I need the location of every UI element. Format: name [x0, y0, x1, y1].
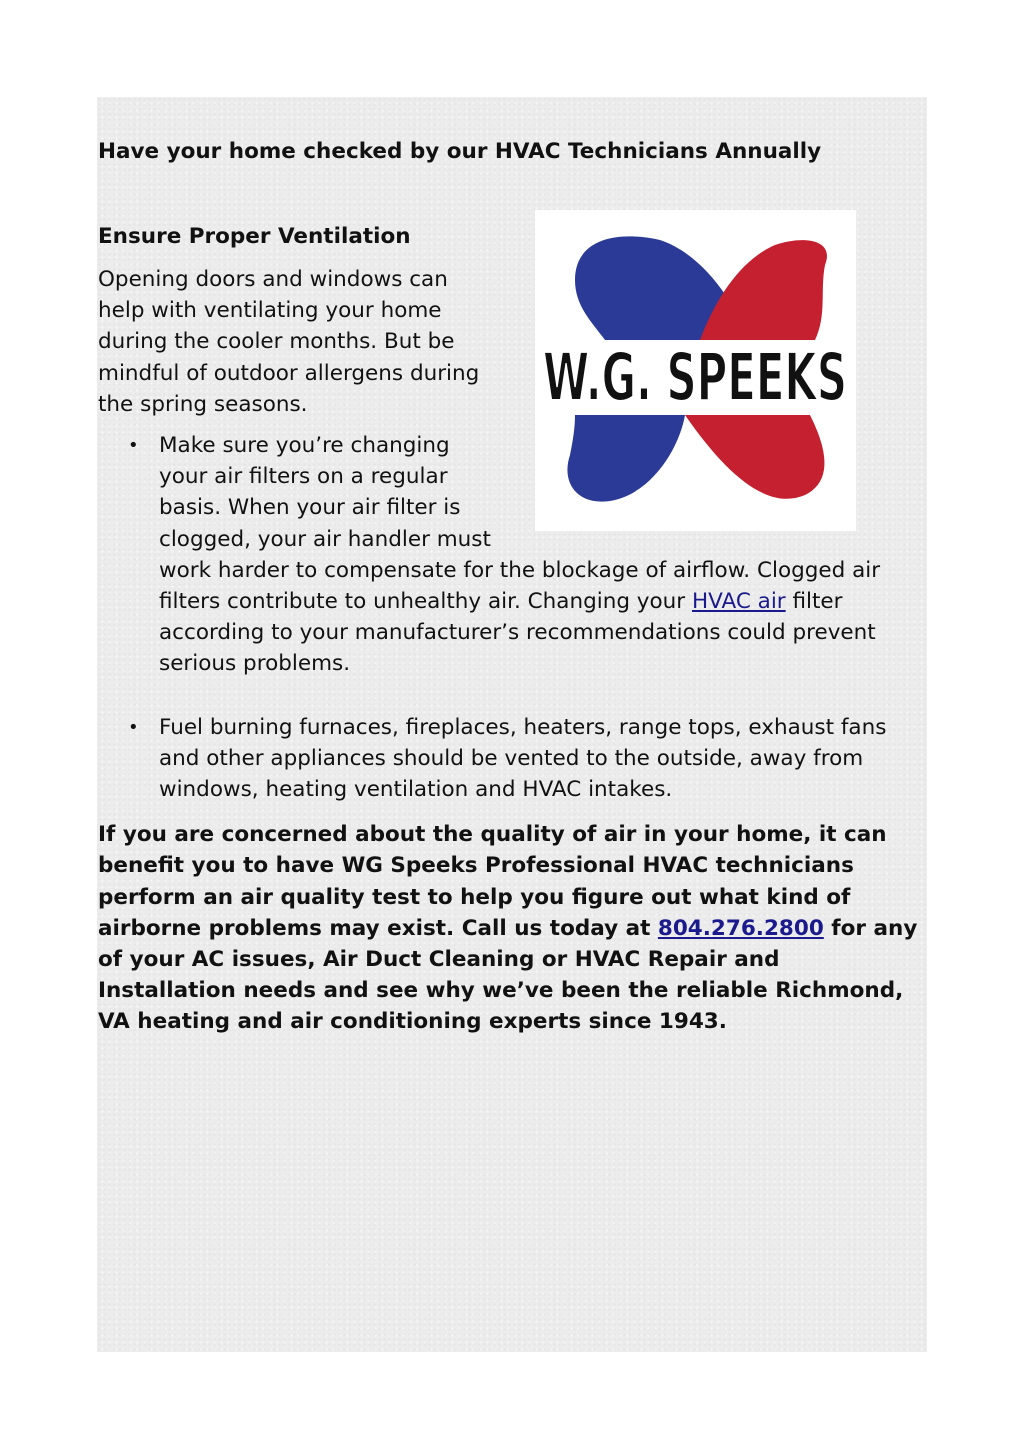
hvac-air-link[interactable]: HVAC air: [691, 589, 786, 615]
page-title: Have your home checked by our HVAC Technicians Annually: [98, 139, 822, 164]
tips-list: [98, 430, 920, 805]
article-body: [98, 222, 920, 1038]
phone-link[interactable]: 804.276.2800: [657, 915, 824, 941]
closing-text-after: for any of your AC issues, Air Duct Cleaning or HVAC Repair and Installation needs and see why we’ve been the reliable Richmond, VA heating and air conditioning experts since 1943.: [98, 915, 918, 1035]
bullet-icon: •: [128, 716, 139, 738]
list-item: [98, 430, 920, 680]
bullet-icon: •: [128, 435, 139, 457]
closing-text: If you are concerned about the quality of air in your home, it can benefit you to have WG Speeks Professional HVAC technicians perform an air quality test to help you figure out what kind of airborne problems may exist. Call us today at: [98, 822, 887, 941]
list-item: [98, 712, 920, 806]
section-intro: Opening doors and windows can help with ventilating your home during the cooler months. But be mindful of outdoor allergens during the spring seasons.: [98, 267, 480, 417]
logo-wordmark: W.G. SPEEKS: [543, 339, 847, 416]
closing-paragraph: [98, 819, 920, 1037]
bullet-text: Make sure you’re changing your air filters on a regular basis. When your air filter is clogged, your air handler must work harder to compensate for the blockage of airflow. Clogged air filters contribute to unhealthy air. Changing your: [159, 433, 881, 615]
section-title: Ensure Proper Ventilation: [98, 224, 411, 249]
bullet-text-after: filter according to your manufacturer’s recommendations could prevent serious problems.: [159, 589, 876, 677]
bullet-text: Fuel burning furnaces, fireplaces, heaters, range tops, exhaust fans and other appliances should be vented to the outside, away from windows, heating ventilation and HVAC intakes.: [159, 714, 887, 803]
